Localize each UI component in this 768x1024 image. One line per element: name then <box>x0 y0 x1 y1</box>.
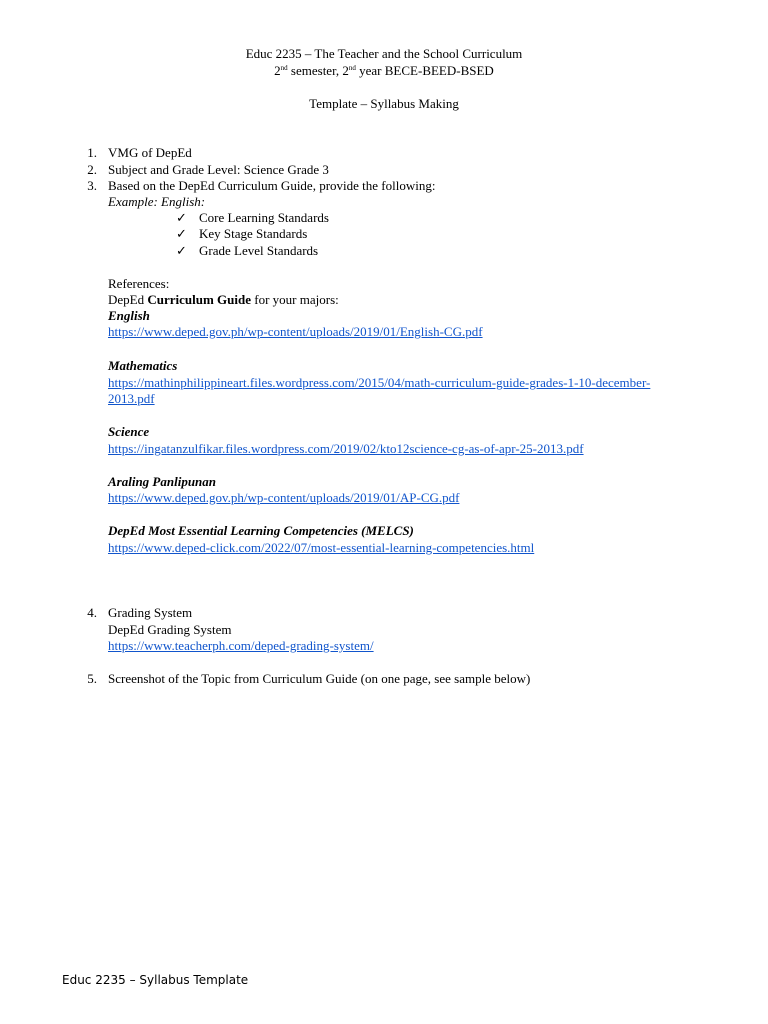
subject-science: Science <box>108 424 150 439</box>
check-item-core: Core Learning Standards <box>199 210 329 225</box>
item-1-number: 1. <box>87 145 97 160</box>
semester-word: semester, <box>287 63 343 78</box>
item-2-number: 2. <box>87 162 97 177</box>
item-1-text: VMG of DepEd <box>108 145 192 160</box>
subject-araling-panlipunan: Araling Panlipunan <box>108 474 217 489</box>
page-footer: Educ 2235 – Syllabus Template <box>62 973 249 987</box>
link-melcs[interactable]: https://www.deped-click.com/2022/07/most-essential-learning-competencies.html <box>108 540 535 555</box>
item-4-subtext: DepEd Grading System <box>108 622 232 637</box>
item-3-text: Based on the DepEd Curriculum Guide, provide the following: <box>108 178 436 193</box>
guide-prefix: DepEd <box>108 292 148 307</box>
link-science-cg[interactable]: https://ingatanzulfikar.files.wordpress.com/2019/02/kto12science-cg-as-of-apr-25-2013.pdf <box>108 441 584 456</box>
semester-number: 2 <box>274 63 281 78</box>
guide-bold: Curriculum Guide <box>147 292 252 307</box>
item-4-text: Grading System <box>108 605 193 620</box>
semester-line <box>0 63 768 79</box>
document-subtitle: Template – Syllabus Making <box>309 96 459 111</box>
example-label: Example: English: <box>108 194 206 209</box>
year-rest: year BECE-BEED-BSED <box>355 63 494 78</box>
item-5-text: Screenshot of the Topic from Curriculum Guide (on one page, see sample below) <box>108 671 531 686</box>
subject-english: English <box>108 308 150 323</box>
year-suffix: nd <box>348 64 356 72</box>
year-number: 2 <box>342 63 349 78</box>
subject-mathematics: Mathematics <box>108 358 178 373</box>
curriculum-guide-line <box>108 292 339 308</box>
check-icon: ✓ <box>176 243 187 258</box>
check-icon: ✓ <box>176 226 187 241</box>
references-label: References: <box>108 276 170 291</box>
item-4-number: 4. <box>87 605 97 620</box>
item-5-number: 5. <box>87 671 97 686</box>
link-english-cg[interactable]: https://www.deped.gov.ph/wp-content/uploads/2019/01/English-CG.pdf <box>108 324 483 339</box>
guide-suffix: for your majors: <box>251 292 339 307</box>
subject-melcs: DepEd Most Essential Learning Competencies (MELCS) <box>108 523 414 538</box>
link-math-cg-continued[interactable]: 2013.pdf <box>108 391 155 406</box>
link-ap-cg[interactable]: https://www.deped.gov.ph/wp-content/uploads/2019/01/AP-CG.pdf <box>108 490 460 505</box>
item-3-number: 3. <box>87 178 97 193</box>
document-title: Educ 2235 – The Teacher and the School Curriculum <box>245 46 523 61</box>
semester-suffix: nd <box>280 64 288 72</box>
check-icon: ✓ <box>176 210 187 225</box>
link-grading-system[interactable]: https://www.teacherph.com/deped-grading-system/ <box>108 638 374 653</box>
link-math-cg[interactable]: https://mathinphilippineart.files.wordpress.com/2015/04/math-curriculum-guide-grades-1-10-december- <box>108 375 651 390</box>
item-2-text: Subject and Grade Level: Science Grade 3 <box>108 162 329 177</box>
check-item-key-stage: Key Stage Standards <box>199 226 308 241</box>
check-item-grade-level: Grade Level Standards <box>199 243 319 258</box>
